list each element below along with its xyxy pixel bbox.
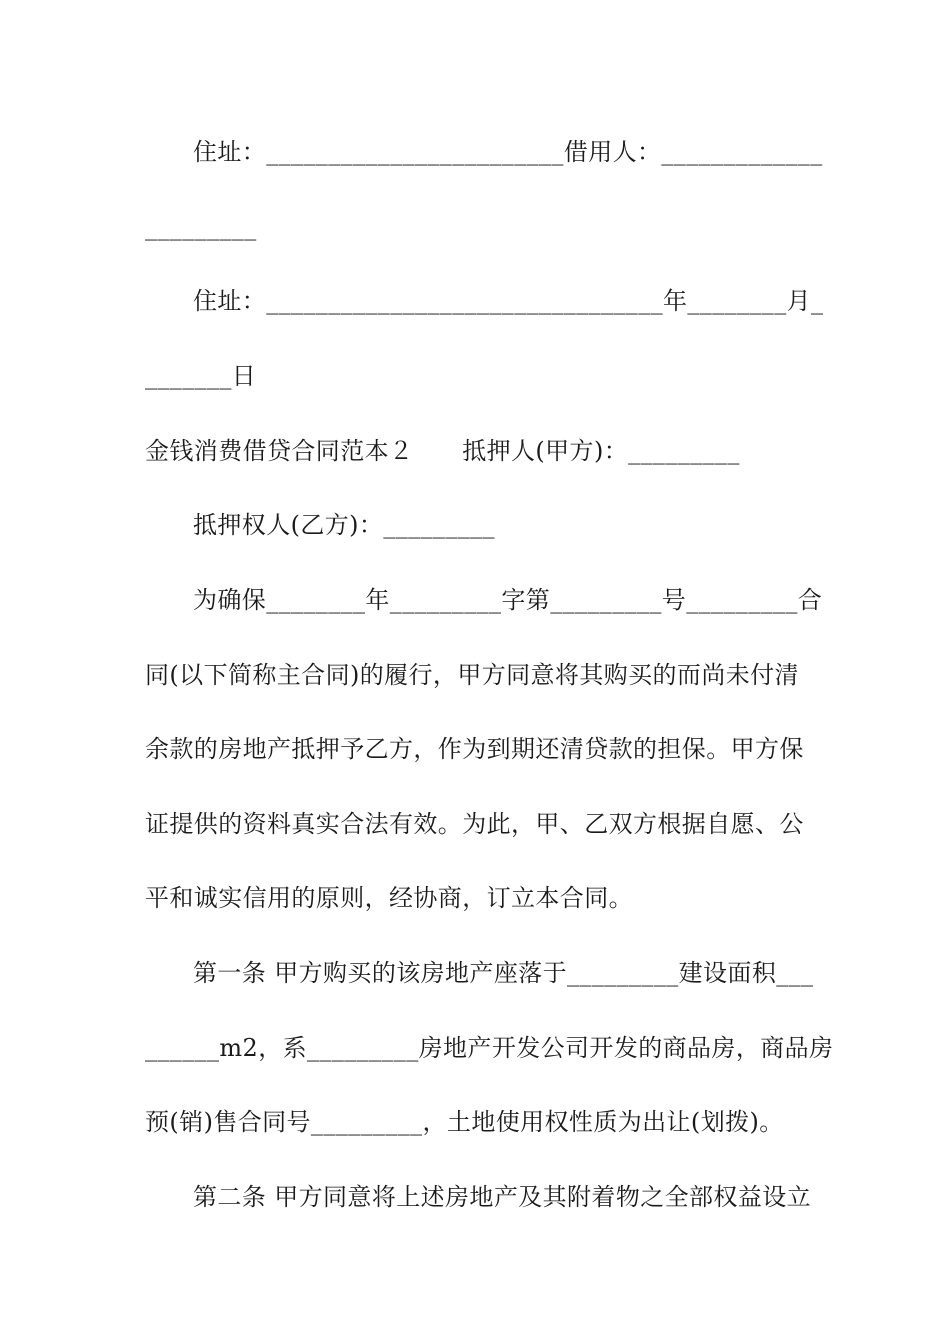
mortgagee-line: 抵押权人(乙方)：_________ [193, 511, 495, 539]
borrower-blank-continuation: _________ [145, 213, 257, 241]
article-1-line-2: ______m2，系_________房地产开发公司开发的商品房，商品房 [145, 1034, 834, 1062]
article-1-line-1: 第一条 甲方购买的该房地产座落于_________建设面积___ [193, 959, 814, 987]
paragraph-intro-line-5: 平和诚实信用的原则，经协商，订立本合同。 [145, 884, 633, 912]
paragraph-intro-line-2: 同(以下简称主合同)的履行，甲方同意将其购买的而尚未付清 [145, 661, 799, 689]
address-borrower-line: 住址：________________________借用人：_____________ [193, 138, 823, 166]
address-date-line: 住址：________________________________年________月_ [193, 287, 824, 315]
article-2-line-1: 第二条 甲方同意将上述房地产及其附着物之全部权益设立 [193, 1183, 812, 1211]
paragraph-intro-line-4: 证提供的资料真实合法有效。为此，甲、乙双方根据自愿、公 [145, 810, 804, 838]
date-day-line: _______日 [145, 362, 257, 390]
paragraph-intro-line-3: 余款的房地产抵押予乙方，作为到期还清贷款的担保。甲方保 [145, 735, 804, 763]
paragraph-intro-line-1: 为确保________年_________字第_________号_________合 [193, 586, 823, 614]
article-1-line-3: 预(销)售合同号_________，土地使用权性质为出让(划拨)。 [145, 1108, 784, 1136]
contract-title-mortgagor-line: 金钱消费借贷合同范本２ 抵押人(甲方)：_________ [145, 437, 740, 465]
